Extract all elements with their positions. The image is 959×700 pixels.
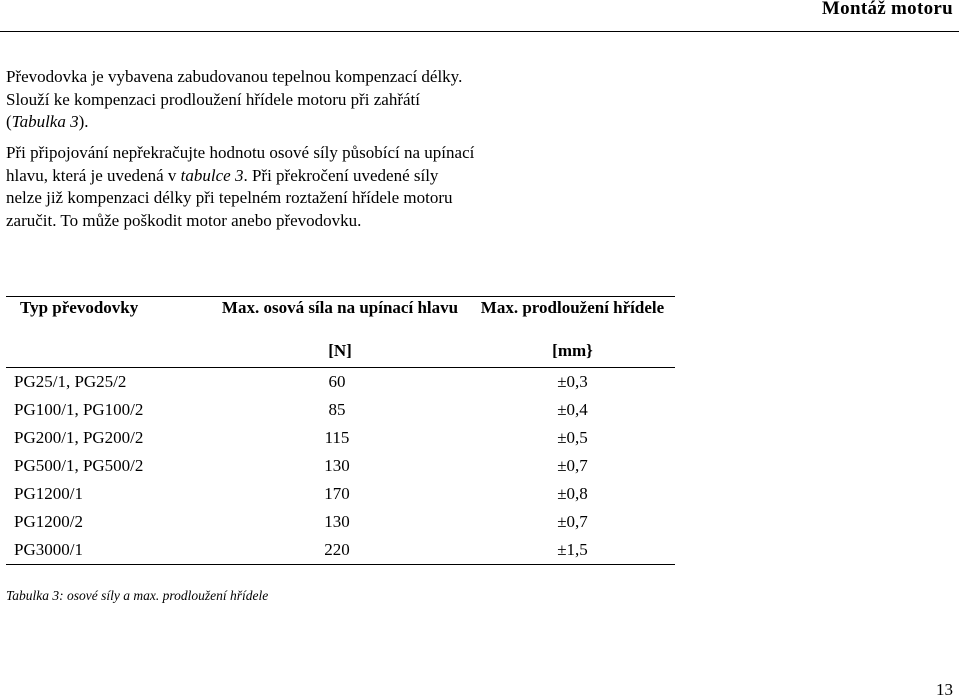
- unit-axial-force: [N]: [328, 341, 352, 360]
- column-header-gearbox-type: Typ převodovky: [20, 298, 139, 317]
- axial-force-cell: 85: [328, 400, 346, 419]
- axial-force-cell: 130: [324, 512, 350, 531]
- axial-force-cell: 220: [324, 540, 350, 559]
- elongation-cell: ±0,7: [557, 512, 588, 531]
- gearbox-type-cell: PG1200/1: [14, 484, 83, 503]
- elongation-cell: ±0,4: [557, 400, 588, 419]
- intro-paragraph: [6, 66, 476, 134]
- axial-force-cell: 170: [324, 484, 350, 503]
- table-row: [6, 452, 675, 480]
- table-caption: Tabulka 3: osové síly a max. prodloužení hřídele: [6, 588, 269, 603]
- axial-force-cell: 60: [328, 372, 346, 391]
- gearbox-type-cell: PG25/1, PG25/2: [14, 372, 127, 391]
- axial-force-cell: 115: [324, 428, 350, 447]
- page-number: 13: [936, 680, 953, 699]
- gearbox-type-cell: PG100/1, PG100/2: [14, 400, 144, 419]
- intro-text-end: ).: [78, 112, 89, 131]
- gearbox-type-cell: PG3000/1: [14, 540, 83, 559]
- gearbox-type-cell: PG500/1, PG500/2: [14, 456, 144, 475]
- column-header-axial-force: Max. osová síla na upínací hlavu: [221, 298, 459, 317]
- table-row: [6, 508, 675, 536]
- unit-cell-empty: [6, 341, 220, 368]
- page-header-title: Montáž motoru: [821, 0, 953, 19]
- table-row: [6, 480, 675, 508]
- column-header-elongation: Max. prodloužení hřídele: [480, 298, 665, 317]
- elongation-cell: ±0,3: [557, 372, 588, 391]
- axial-force-table: [6, 296, 675, 565]
- elongation-cell: ±1,5: [557, 540, 588, 559]
- warning-paragraph: [6, 142, 476, 232]
- table-row: [6, 536, 675, 565]
- table-reference: Tabulka 3: [11, 112, 79, 131]
- unit-elongation: [mm}: [552, 341, 593, 360]
- header-divider: [0, 31, 959, 32]
- gearbox-type-cell: PG200/1, PG200/2: [14, 428, 144, 447]
- intro-text: Převodovka je vybavena zabudovanou tepelnou kompenzací délky. Slouží ke kompenzaci prodloužení hřídele motoru při zahřátí (: [6, 67, 463, 131]
- table-row: [6, 424, 675, 452]
- table-reference: tabulce 3: [180, 165, 244, 185]
- elongation-cell: ±0,7: [557, 456, 588, 475]
- elongation-cell: ±0,8: [557, 484, 588, 503]
- warning-text: Při připojování nepřekračujte hodnotu osové síly působící na upínací hlavu, která je uvedená v: [6, 143, 475, 185]
- warning-text-end: . Při překročení uvedené síly nelze již kompenzaci délky při tepelném roztažení hřídele motoru zaručit. To může poškodit motor anebo převodovku.: [6, 165, 453, 230]
- elongation-cell: ±0,5: [557, 428, 588, 447]
- axial-force-cell: 130: [324, 456, 350, 475]
- table-row: [6, 368, 675, 397]
- table-row: [6, 396, 675, 424]
- gearbox-type-cell: PG1200/2: [14, 512, 83, 531]
